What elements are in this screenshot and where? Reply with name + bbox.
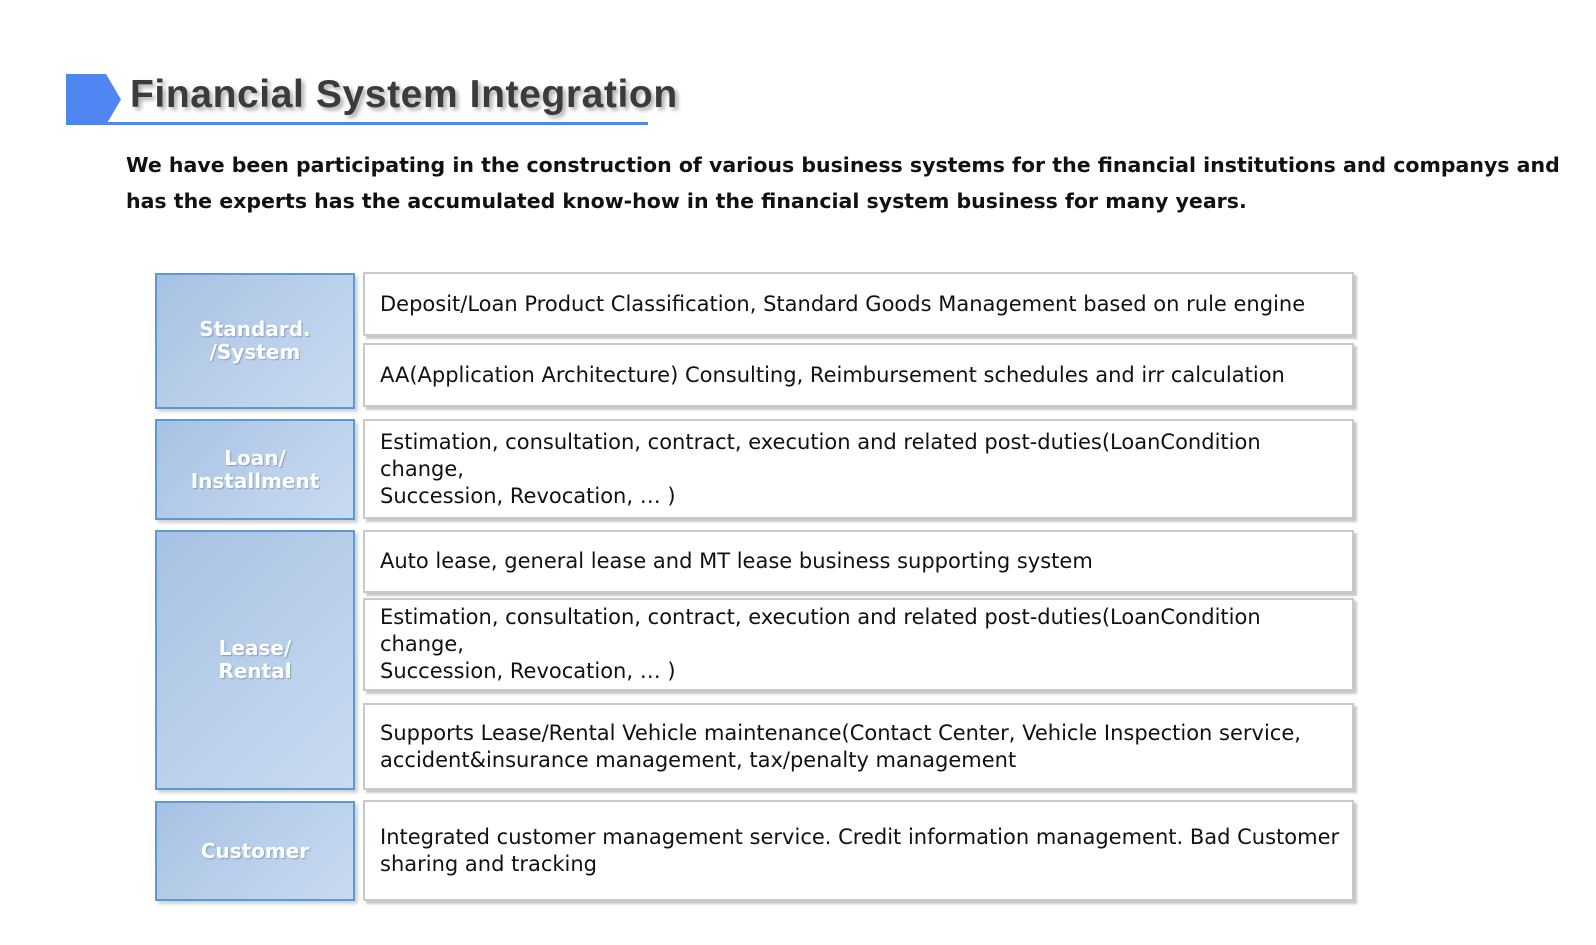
detail-text: Integrated customer management service. Credit information management. Bad Customer sharing and tracking	[380, 824, 1340, 876]
detail-text: Deposit/Loan Product Classification, Standard Goods Management based on rule engine	[380, 291, 1306, 316]
intro-line-2: has the experts has the accumulated know-how in the financial system business for many years.	[126, 189, 1247, 213]
intro-text	[126, 147, 1560, 219]
category-label: Loan/ Installment	[190, 445, 320, 493]
detail-item	[363, 598, 1354, 691]
detail-text: Auto lease, general lease and MT lease business supporting system	[380, 549, 1093, 573]
category-customer	[155, 801, 355, 901]
detail-text: AA(Application Architecture) Consulting, Reimbursement schedules and irr calculation	[380, 362, 1285, 387]
category-lease-rental	[155, 530, 355, 790]
category-label: Customer	[200, 838, 310, 863]
detail-item	[363, 703, 1354, 790]
title-chevron-icon	[66, 74, 121, 125]
detail-text: Supports Lease/Rental Vehicle maintenance(Contact Center, Vehicle Inspection service, accident&insurance management, tax/penalty management	[380, 720, 1301, 772]
category-label: Lease/ Rental	[218, 636, 292, 683]
detail-item	[363, 530, 1354, 593]
detail-text: Estimation, consultation, contract, execution and related post-duties(LoanCondition change, Succession, Revocation, … )	[380, 429, 1261, 508]
detail-item	[363, 419, 1354, 519]
category-standard-system	[155, 273, 355, 409]
detail-text: Estimation, consultation, contract, execution and related post-duties(LoanCondition change, Succession, Revocation, … )	[380, 605, 1261, 683]
intro-line-1: We have been participating in the construction of various business systems for the financial institutions and companys and	[126, 153, 1560, 177]
category-label: Standard. /System	[199, 317, 311, 364]
category-loan-installment	[155, 419, 355, 520]
page-title: Financial System Integration	[130, 73, 678, 116]
detail-item	[363, 800, 1354, 901]
detail-item	[363, 343, 1354, 407]
title-underline	[92, 122, 648, 125]
detail-item	[363, 272, 1354, 336]
